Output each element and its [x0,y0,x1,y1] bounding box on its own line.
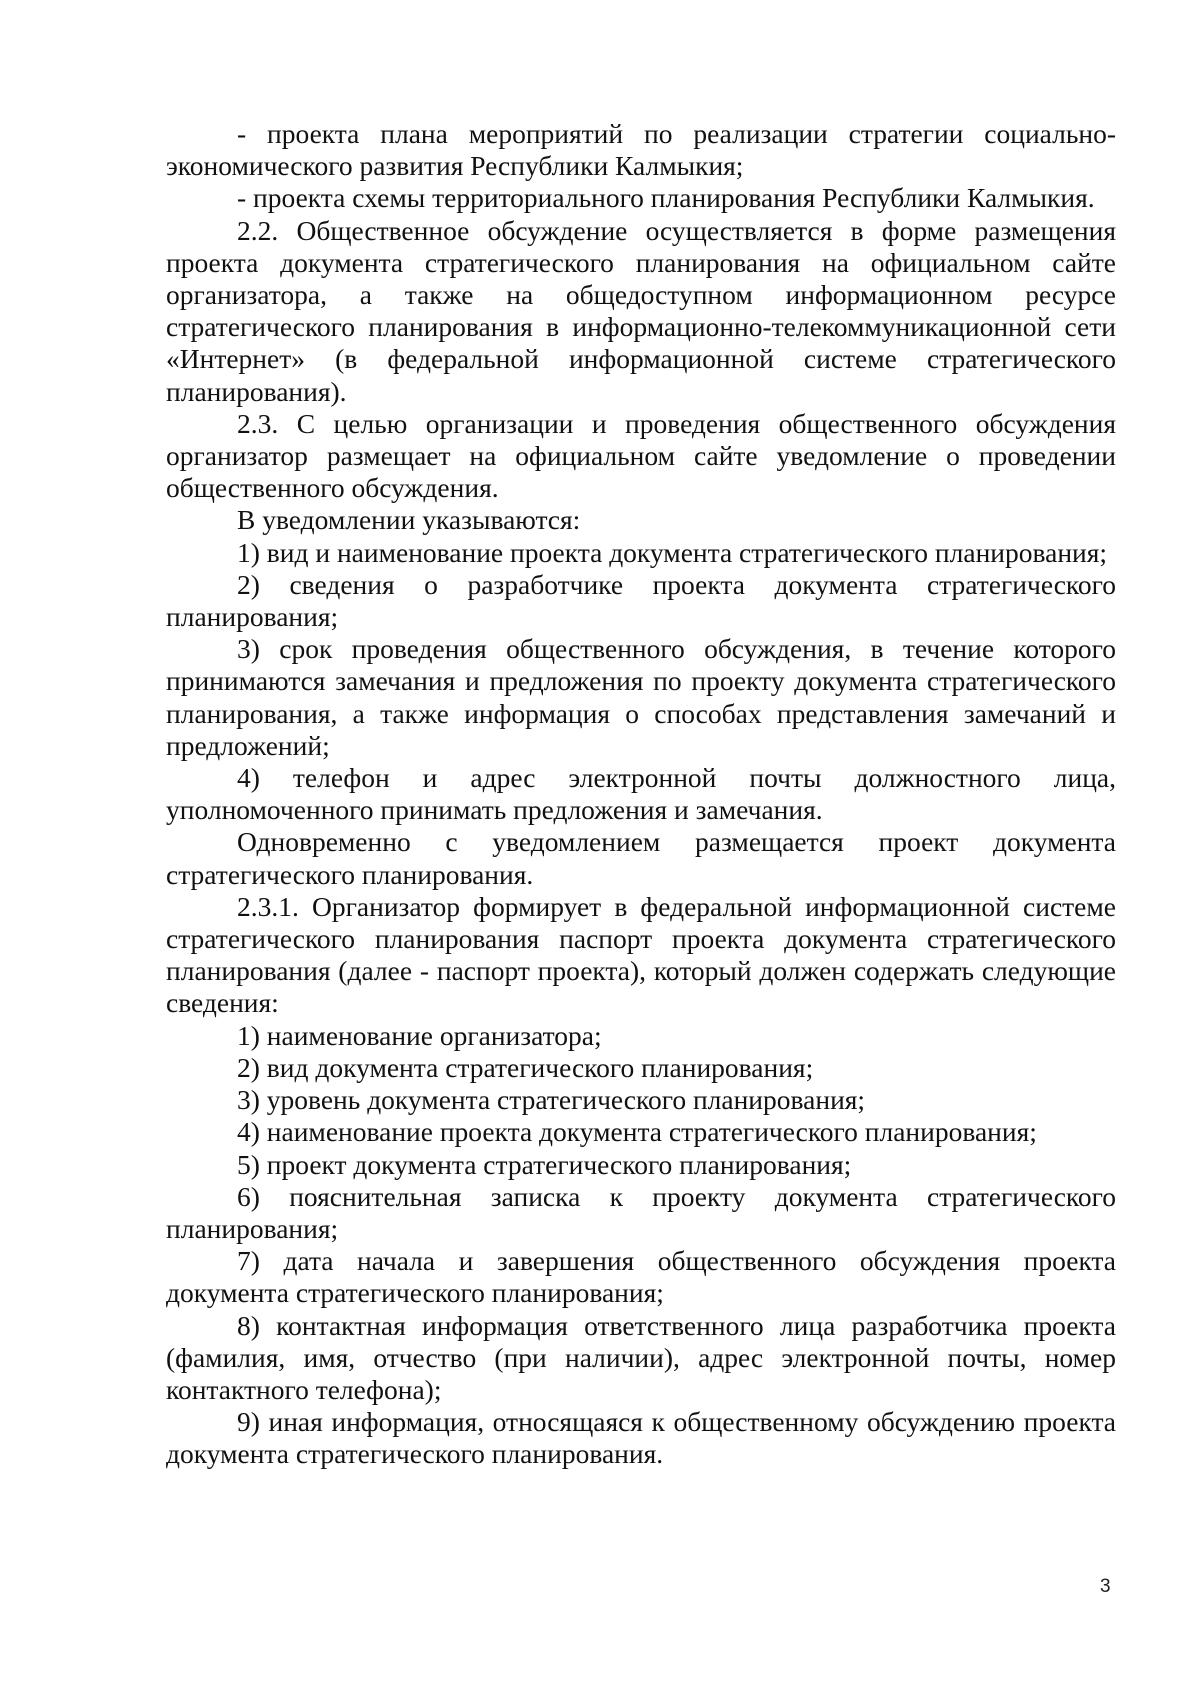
notice-item-3: 3) срок проведения общественного обсуждения, в течение которого принимаются замечания и предложения по проекту документа стратегического планирования, а также информация о способах представления замечаний и предложений; [166,633,1116,761]
notice-item-1: 1) вид и наименование проекта документа стратегического планирования; [237,536,1108,568]
passport-item-5: 5) проект документа стратегического планирования; [237,1148,852,1180]
notice-item-4: 4) телефон и адрес электронной почты должностного лица, уполномоченного принимать предложения и замечания. [166,762,1116,826]
paragraph-2-3-1: 2.3.1. Организатор формирует в федеральной информационной системе стратегического планирования паспорт проекта документа стратегического планирования (далее - паспорт проекта), который должен содержать следующие сведения: [166,890,1116,1019]
passport-item-6: 6) пояснительная записка к проекту документа стратегического планирования; [166,1180,1116,1244]
paragraph-notice-intro: В уведомлении указываются: [237,504,581,536]
passport-item-1: 1) наименование организатора; [237,1019,602,1051]
paragraph-territorial-scheme: - проекта схемы территориального планирования Республики Калмыкия. [237,182,1095,214]
passport-item-7: 7) дата начала и завершения общественного обсуждения проекта документа стратегического планирования; [166,1245,1116,1309]
notice-item-2: 2) сведения о разработчике проекта документа стратегического планирования; [166,568,1116,633]
paragraph-plan-project: - проекта плана мероприятий по реализации стратегии социально-экономического развития Республики Калмыкия; [166,118,1116,182]
page-number: 3 [1100,1576,1111,1597]
passport-item-9: 9) иная информация, относящаяся к общественному обсуждению проекта документа стратегического планирования. [166,1406,1116,1470]
paragraph-2-2: 2.2. Общественное обсуждение осуществляется в форме размещения проекта документа стратегического планирования на официальном сайте организатора, а также на общедоступном информационном ресурсе стратегического планирования в информационно-телекоммуникационной сети «Интернет» (в федеральной информационной системе стратегического планирования). [166,214,1116,407]
passport-item-2: 2) вид документа стратегического планирования; [237,1051,814,1083]
paragraph-simultaneous-posting: Одновременно с уведомлением размещается проект документа стратегического планирования. [166,826,1116,890]
paragraph-2-3: 2.3. С целью организации и проведения общественного обсуждения организатор размещает на официальном сайте уведомление о проведении общественного обсуждения. [166,407,1116,504]
document-body [166,118,1116,1471]
passport-item-4: 4) наименование проекта документа стратегического планирования; [237,1116,1037,1148]
passport-item-8: 8) контактная информация ответственного лица разработчика проекта (фамилия, имя, отчество (при наличии), адрес электронной почты, номер контактного телефона); [166,1309,1116,1405]
passport-item-3: 3) уровень документа стратегического планирования; [237,1084,866,1116]
